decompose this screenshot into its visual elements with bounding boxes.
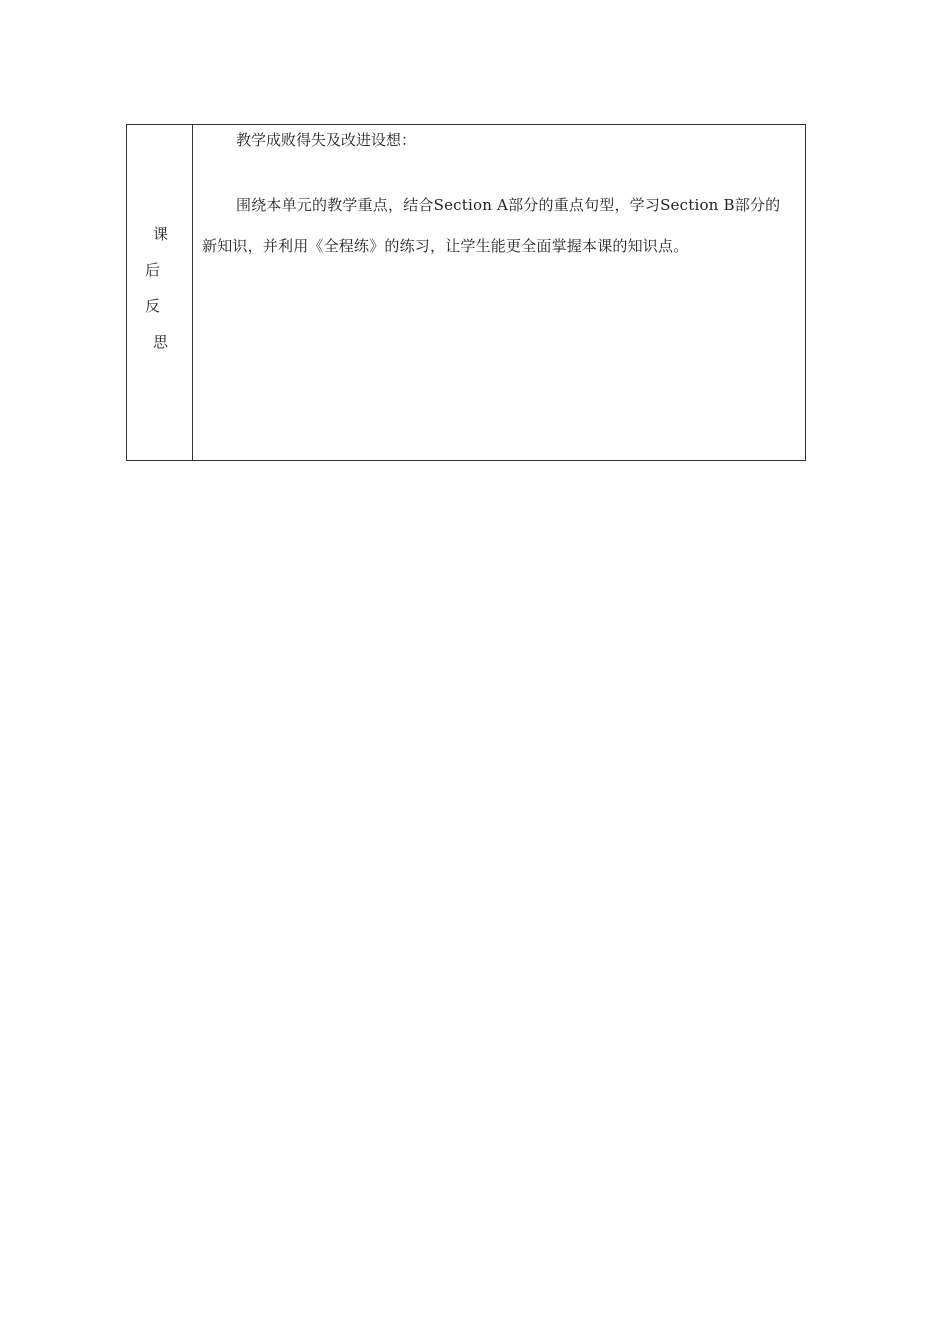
reflection-heading: 教学成败得失及改进设想： — [236, 131, 417, 149]
label-char-1: 课 — [153, 225, 169, 243]
label-char-4: 思 — [153, 333, 169, 351]
reflection-table — [126, 124, 806, 461]
label-column — [127, 125, 193, 460]
label-char-3: 反 — [145, 297, 161, 315]
reflection-paragraph: 围绕本单元的教学重点，结合Section A部分的重点句型，学习Section B部分的新知识，并利用《全程练》的练习，让学生能更全面掌握本课的知识点。 — [202, 196, 781, 255]
label-char-2: 后 — [145, 261, 161, 279]
content-column — [193, 125, 805, 460]
